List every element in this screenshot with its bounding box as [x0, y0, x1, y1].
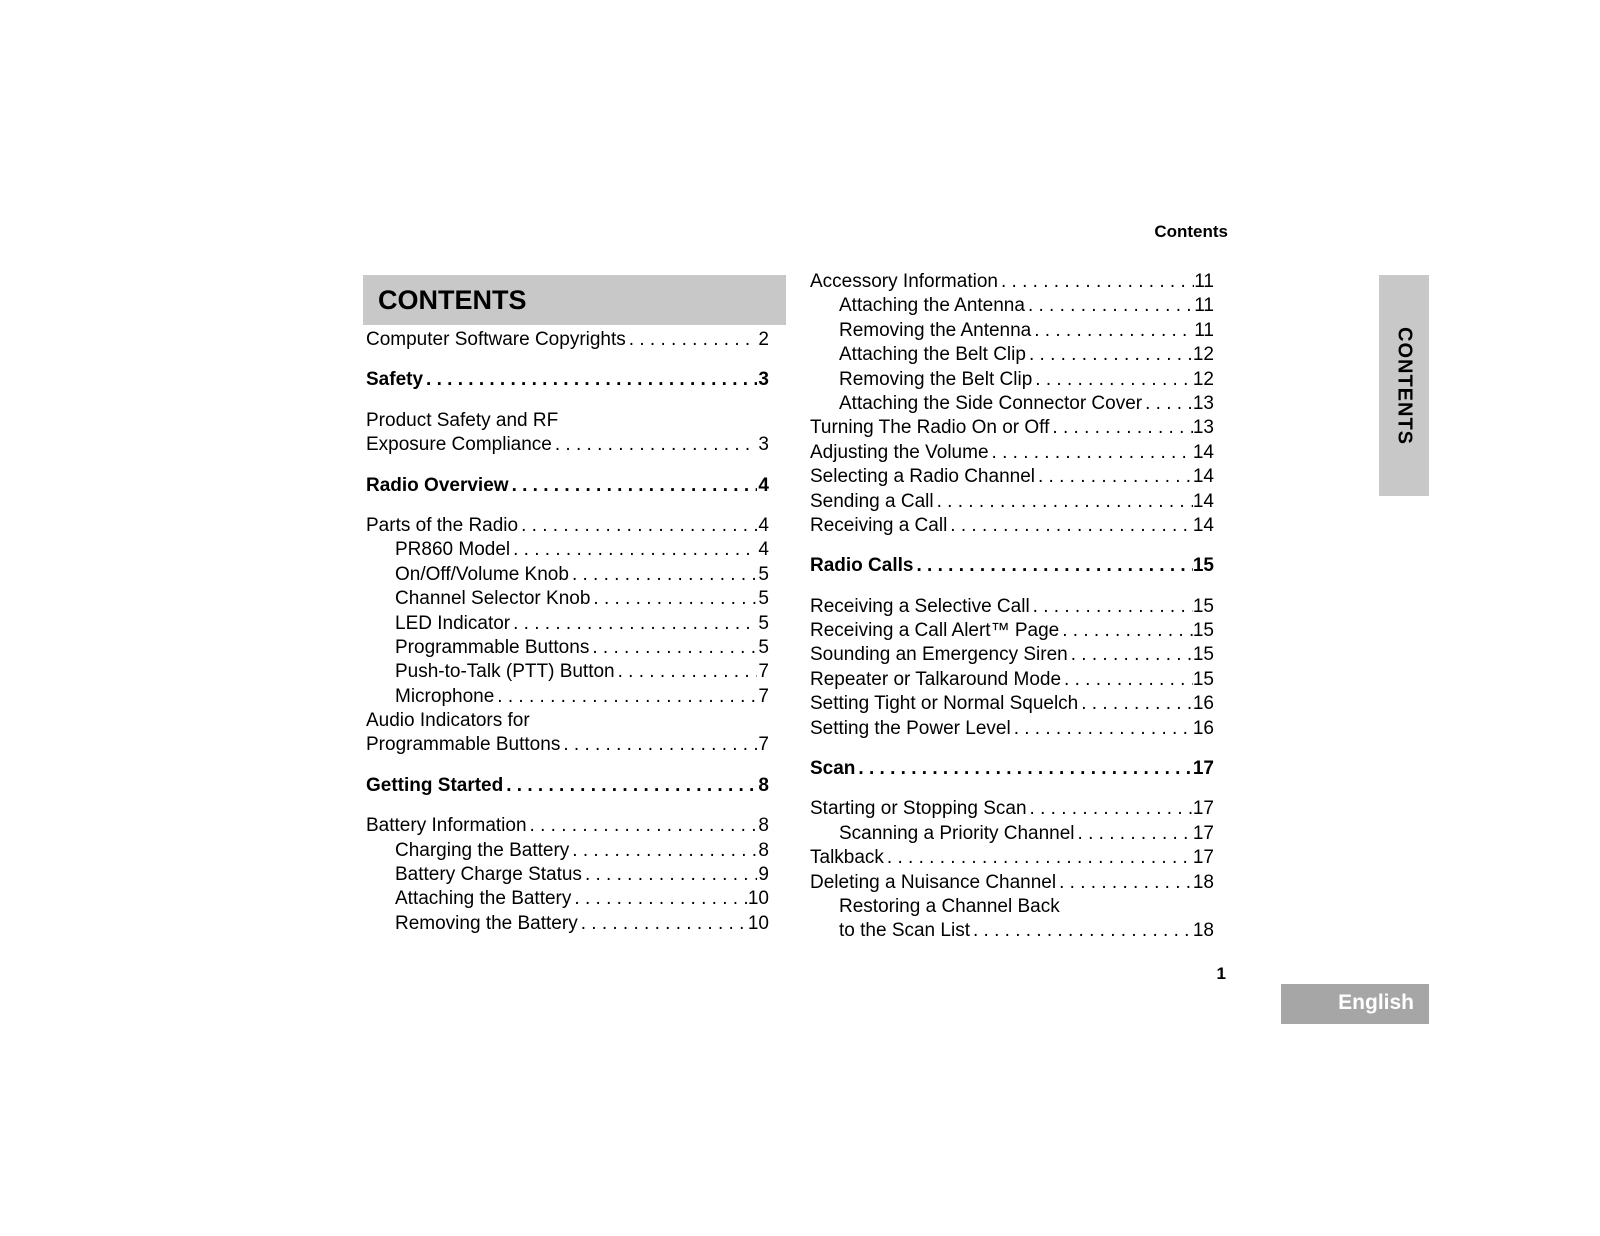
toc-entry-page: 17 — [1192, 758, 1214, 780]
toc-entry-page: 16 — [1192, 693, 1214, 715]
toc-entry-title: Adjusting the Volume — [810, 441, 989, 463]
dot-leader — [1049, 416, 1192, 440]
toc-entry-page: 10 — [747, 912, 769, 934]
dot-leader — [503, 774, 757, 798]
dot-leader — [518, 514, 757, 538]
dot-leader — [1068, 643, 1193, 667]
toc-entry[interactable] — [366, 660, 769, 684]
toc-entry-title: Deleting a Nuisance Channel — [810, 871, 1057, 893]
dot-leader — [1032, 368, 1193, 392]
toc-entry-title: Removing the Antenna — [839, 319, 1032, 341]
toc-entry-page: 5 — [758, 588, 769, 610]
dot-leader — [1078, 692, 1193, 716]
toc-entry[interactable] — [366, 636, 769, 660]
toc-entry-page: 17 — [1192, 822, 1214, 844]
dot-leader — [615, 660, 757, 684]
toc-entry-page: 5 — [758, 612, 769, 634]
toc-entry[interactable] — [366, 709, 769, 733]
toc-entry-title: Sounding an Emergency Siren — [810, 644, 1068, 666]
toc-entry-page: 12 — [1192, 368, 1214, 390]
dot-leader — [527, 814, 757, 838]
toc-entry-title: Channel Selector Knob — [395, 588, 591, 610]
toc-entry-title: Selecting a Radio Channel — [810, 466, 1035, 488]
toc-entry[interactable] — [810, 392, 1214, 416]
toc-entry-page: 15 — [1192, 595, 1214, 617]
toc-entry-page: 10 — [747, 888, 769, 910]
dot-leader — [569, 563, 757, 587]
dot-leader — [494, 685, 757, 709]
toc-entry[interactable] — [366, 563, 769, 587]
toc-entry-page: 14 — [1192, 514, 1214, 536]
dot-leader — [884, 846, 1193, 870]
toc-entry[interactable] — [366, 587, 769, 611]
toc-entry-title: Removing the Battery — [395, 912, 578, 934]
toc-entry-title: Attaching the Antenna — [839, 295, 1025, 317]
toc-entry-page: 18 — [1192, 920, 1214, 942]
toc-entry-page: 14 — [1192, 441, 1214, 463]
toc-entry-page: 17 — [1192, 847, 1214, 869]
toc-entry-title: Exposure Compliance — [366, 434, 552, 456]
toc-entry[interactable] — [810, 368, 1214, 392]
dot-leader — [571, 887, 747, 911]
toc-entry[interactable] — [810, 441, 1214, 465]
dot-leader — [970, 919, 1193, 943]
dot-leader — [1011, 717, 1193, 741]
toc-entry[interactable] — [810, 643, 1214, 667]
toc-entry-page: 7 — [758, 685, 769, 707]
dot-leader — [1061, 668, 1193, 692]
toc-entry[interactable] — [366, 774, 769, 798]
toc-right-column — [810, 270, 1214, 944]
toc-entry-title: On/Off/Volume Knob — [395, 563, 569, 585]
toc-entry-page: 14 — [1192, 490, 1214, 512]
toc-entry[interactable] — [810, 919, 1214, 943]
toc-entry[interactable] — [366, 685, 769, 709]
toc-entry[interactable] — [810, 319, 1214, 343]
toc-entry-title: Radio Calls — [810, 555, 914, 577]
toc-entry-title: Setting the Power Level — [810, 717, 1011, 739]
toc-entry-page: 4 — [758, 539, 769, 561]
toc-entry-title: Removing the Belt Clip — [839, 368, 1033, 390]
toc-entry-page: 18 — [1192, 871, 1214, 893]
toc-entry[interactable] — [366, 433, 769, 457]
dot-leader — [1142, 392, 1193, 416]
toc-entry-title: Talkback — [810, 847, 884, 869]
toc-entry-title: Restoring a Channel Back — [839, 895, 1060, 917]
dot-leader — [589, 636, 757, 660]
toc-entry[interactable] — [366, 409, 769, 433]
toc-entry[interactable] — [366, 839, 769, 863]
toc-entry-title: Attaching the Battery — [395, 888, 572, 910]
toc-entry-page: 7 — [758, 734, 769, 756]
contents-side-tab[interactable] — [1379, 275, 1429, 496]
toc-entry-page: 7 — [758, 661, 769, 683]
toc-entry[interactable] — [366, 912, 769, 936]
toc-entry-title: LED Indicator — [395, 612, 511, 634]
dot-leader — [1031, 319, 1194, 343]
toc-entry[interactable] — [366, 474, 769, 498]
toc-entry-title: Computer Software Copyrights — [366, 329, 626, 350]
toc-entry[interactable] — [810, 692, 1214, 716]
toc-entry[interactable] — [810, 343, 1214, 367]
toc-left-column — [366, 328, 769, 936]
toc-entry-page: 13 — [1192, 417, 1214, 439]
dot-leader — [560, 733, 757, 757]
dot-leader — [552, 433, 757, 457]
toc-entry[interactable] — [810, 757, 1214, 781]
contents-title: CONTENTS — [363, 275, 786, 325]
toc-entry-page: 15 — [1192, 555, 1214, 577]
dot-leader — [626, 328, 757, 352]
toc-entry-title: to the Scan List — [839, 920, 970, 942]
toc-entry[interactable] — [366, 863, 769, 887]
toc-entry[interactable] — [810, 270, 1214, 294]
toc-entry[interactable] — [366, 612, 769, 636]
toc-entry-title: Sending a Call — [810, 490, 934, 512]
toc-entry[interactable] — [810, 871, 1214, 895]
toc-entry[interactable] — [366, 887, 769, 911]
toc-entry[interactable] — [810, 846, 1214, 870]
toc-entry-title: Safety — [366, 369, 424, 391]
toc-entry[interactable] — [810, 490, 1214, 514]
dot-leader — [1027, 797, 1193, 821]
dot-leader — [1035, 465, 1193, 489]
toc-entry-page: 4 — [758, 474, 769, 496]
toc-entry-title: Attaching the Side Connector Cover — [839, 392, 1143, 414]
dot-leader — [934, 490, 1193, 514]
toc-entry[interactable] — [366, 733, 769, 757]
dot-leader — [509, 474, 757, 498]
toc-entry[interactable] — [810, 895, 1214, 919]
toc-entry-title: Charging the Battery — [395, 839, 570, 861]
dot-leader — [569, 839, 757, 863]
toc-entry[interactable] — [810, 514, 1214, 538]
toc-entry[interactable] — [366, 538, 769, 562]
toc-entry[interactable] — [810, 416, 1214, 440]
dot-leader — [1059, 619, 1193, 643]
dot-leader — [1075, 822, 1193, 846]
dot-leader — [1056, 871, 1193, 895]
side-tab-label: CONTENTS — [1393, 326, 1416, 445]
dot-leader — [855, 757, 1192, 781]
toc-entry-page: 15 — [1192, 620, 1214, 642]
toc-entry-title: Attaching the Belt Clip — [839, 344, 1026, 366]
toc-entry-page: 8 — [758, 839, 769, 861]
toc-entry-page: 11 — [1194, 295, 1214, 317]
toc-entry-page: 17 — [1192, 798, 1214, 820]
toc-entry-page: 12 — [1192, 344, 1214, 366]
toc-entry-page: 13 — [1192, 392, 1214, 414]
dot-leader — [578, 912, 748, 936]
toc-entry[interactable] — [366, 368, 769, 392]
toc-entry-title: Audio Indicators for — [366, 710, 530, 732]
toc-entry-page: 4 — [758, 514, 769, 536]
toc-entry[interactable] — [810, 595, 1214, 619]
toc-entry[interactable] — [810, 465, 1214, 489]
toc-entry-title: Radio Overview — [366, 474, 509, 496]
dot-leader — [913, 554, 1192, 578]
dot-leader — [423, 368, 757, 392]
dot-leader — [998, 270, 1194, 294]
toc-entry-title: Receiving a Call Alert™ Page — [810, 620, 1060, 642]
toc-entry-page: 5 — [758, 636, 769, 658]
dot-leader — [1025, 294, 1194, 318]
dot-leader — [1030, 595, 1193, 619]
toc-entry[interactable] — [810, 668, 1214, 692]
dot-leader — [590, 587, 757, 611]
toc-entry-title: Repeater or Talkaround Mode — [810, 668, 1062, 690]
dot-leader — [510, 612, 757, 636]
toc-entry[interactable] — [366, 328, 769, 352]
toc-entry[interactable] — [810, 717, 1214, 741]
toc-entry-title: Microphone — [395, 685, 495, 707]
toc-entry-title: Scan — [810, 758, 856, 780]
dot-leader — [947, 514, 1193, 538]
toc-entry-title: PR860 Model — [395, 539, 511, 561]
toc-entry-page: 11 — [1194, 271, 1214, 292]
toc-entry-page: 9 — [758, 864, 769, 886]
dot-leader — [582, 863, 757, 887]
dot-leader — [989, 441, 1193, 465]
toc-entry[interactable] — [810, 822, 1214, 846]
toc-entry-title: Accessory Information — [810, 271, 998, 292]
dot-leader — [510, 538, 757, 562]
page-number: 1 — [1216, 964, 1226, 983]
running-header: Contents — [1154, 222, 1228, 241]
toc-entry-page: 2 — [758, 329, 769, 350]
toc-entry-title: Programmable Buttons — [366, 734, 561, 756]
toc-entry-title: Product Safety and RF — [366, 409, 559, 431]
language-tab[interactable]: English — [1281, 984, 1429, 1024]
toc-entry-page: 15 — [1192, 668, 1214, 690]
toc-entry-page: 5 — [758, 563, 769, 585]
toc-entry[interactable] — [810, 554, 1214, 578]
toc-entry-title: Turning The Radio On or Off — [810, 417, 1050, 439]
toc-entry-page: 8 — [758, 815, 769, 837]
toc-entry-title: Receiving a Selective Call — [810, 595, 1030, 617]
toc-entry-page: 8 — [758, 774, 769, 796]
toc-entry-title: Receiving a Call — [810, 514, 948, 536]
toc-entry[interactable] — [366, 814, 769, 838]
toc-entry-title: Battery Information — [366, 815, 527, 837]
toc-entry-page: 11 — [1194, 319, 1214, 341]
toc-entry-title: Push-to-Talk (PTT) Button — [395, 661, 615, 683]
toc-entry-page: 15 — [1192, 644, 1214, 666]
toc-entry-page: 16 — [1192, 717, 1214, 739]
toc-entry-page: 3 — [758, 434, 769, 456]
dot-leader — [1026, 343, 1193, 367]
toc-entry[interactable] — [810, 619, 1214, 643]
toc-entry-title: Parts of the Radio — [366, 514, 519, 536]
toc-entry-title: Scanning a Priority Channel — [839, 822, 1075, 844]
toc-entry[interactable] — [810, 797, 1214, 821]
toc-entry-page: 3 — [758, 369, 769, 391]
toc-entry-title: Getting Started — [366, 774, 504, 796]
toc-entry-title: Setting Tight or Normal Squelch — [810, 693, 1079, 715]
toc-entry-page: 14 — [1192, 466, 1214, 488]
toc-entry-title: Battery Charge Status — [395, 864, 582, 886]
toc-entry[interactable] — [810, 294, 1214, 318]
toc-entry[interactable] — [366, 514, 769, 538]
toc-entry-title: Programmable Buttons — [395, 636, 590, 658]
toc-entry-title: Starting or Stopping Scan — [810, 798, 1027, 820]
